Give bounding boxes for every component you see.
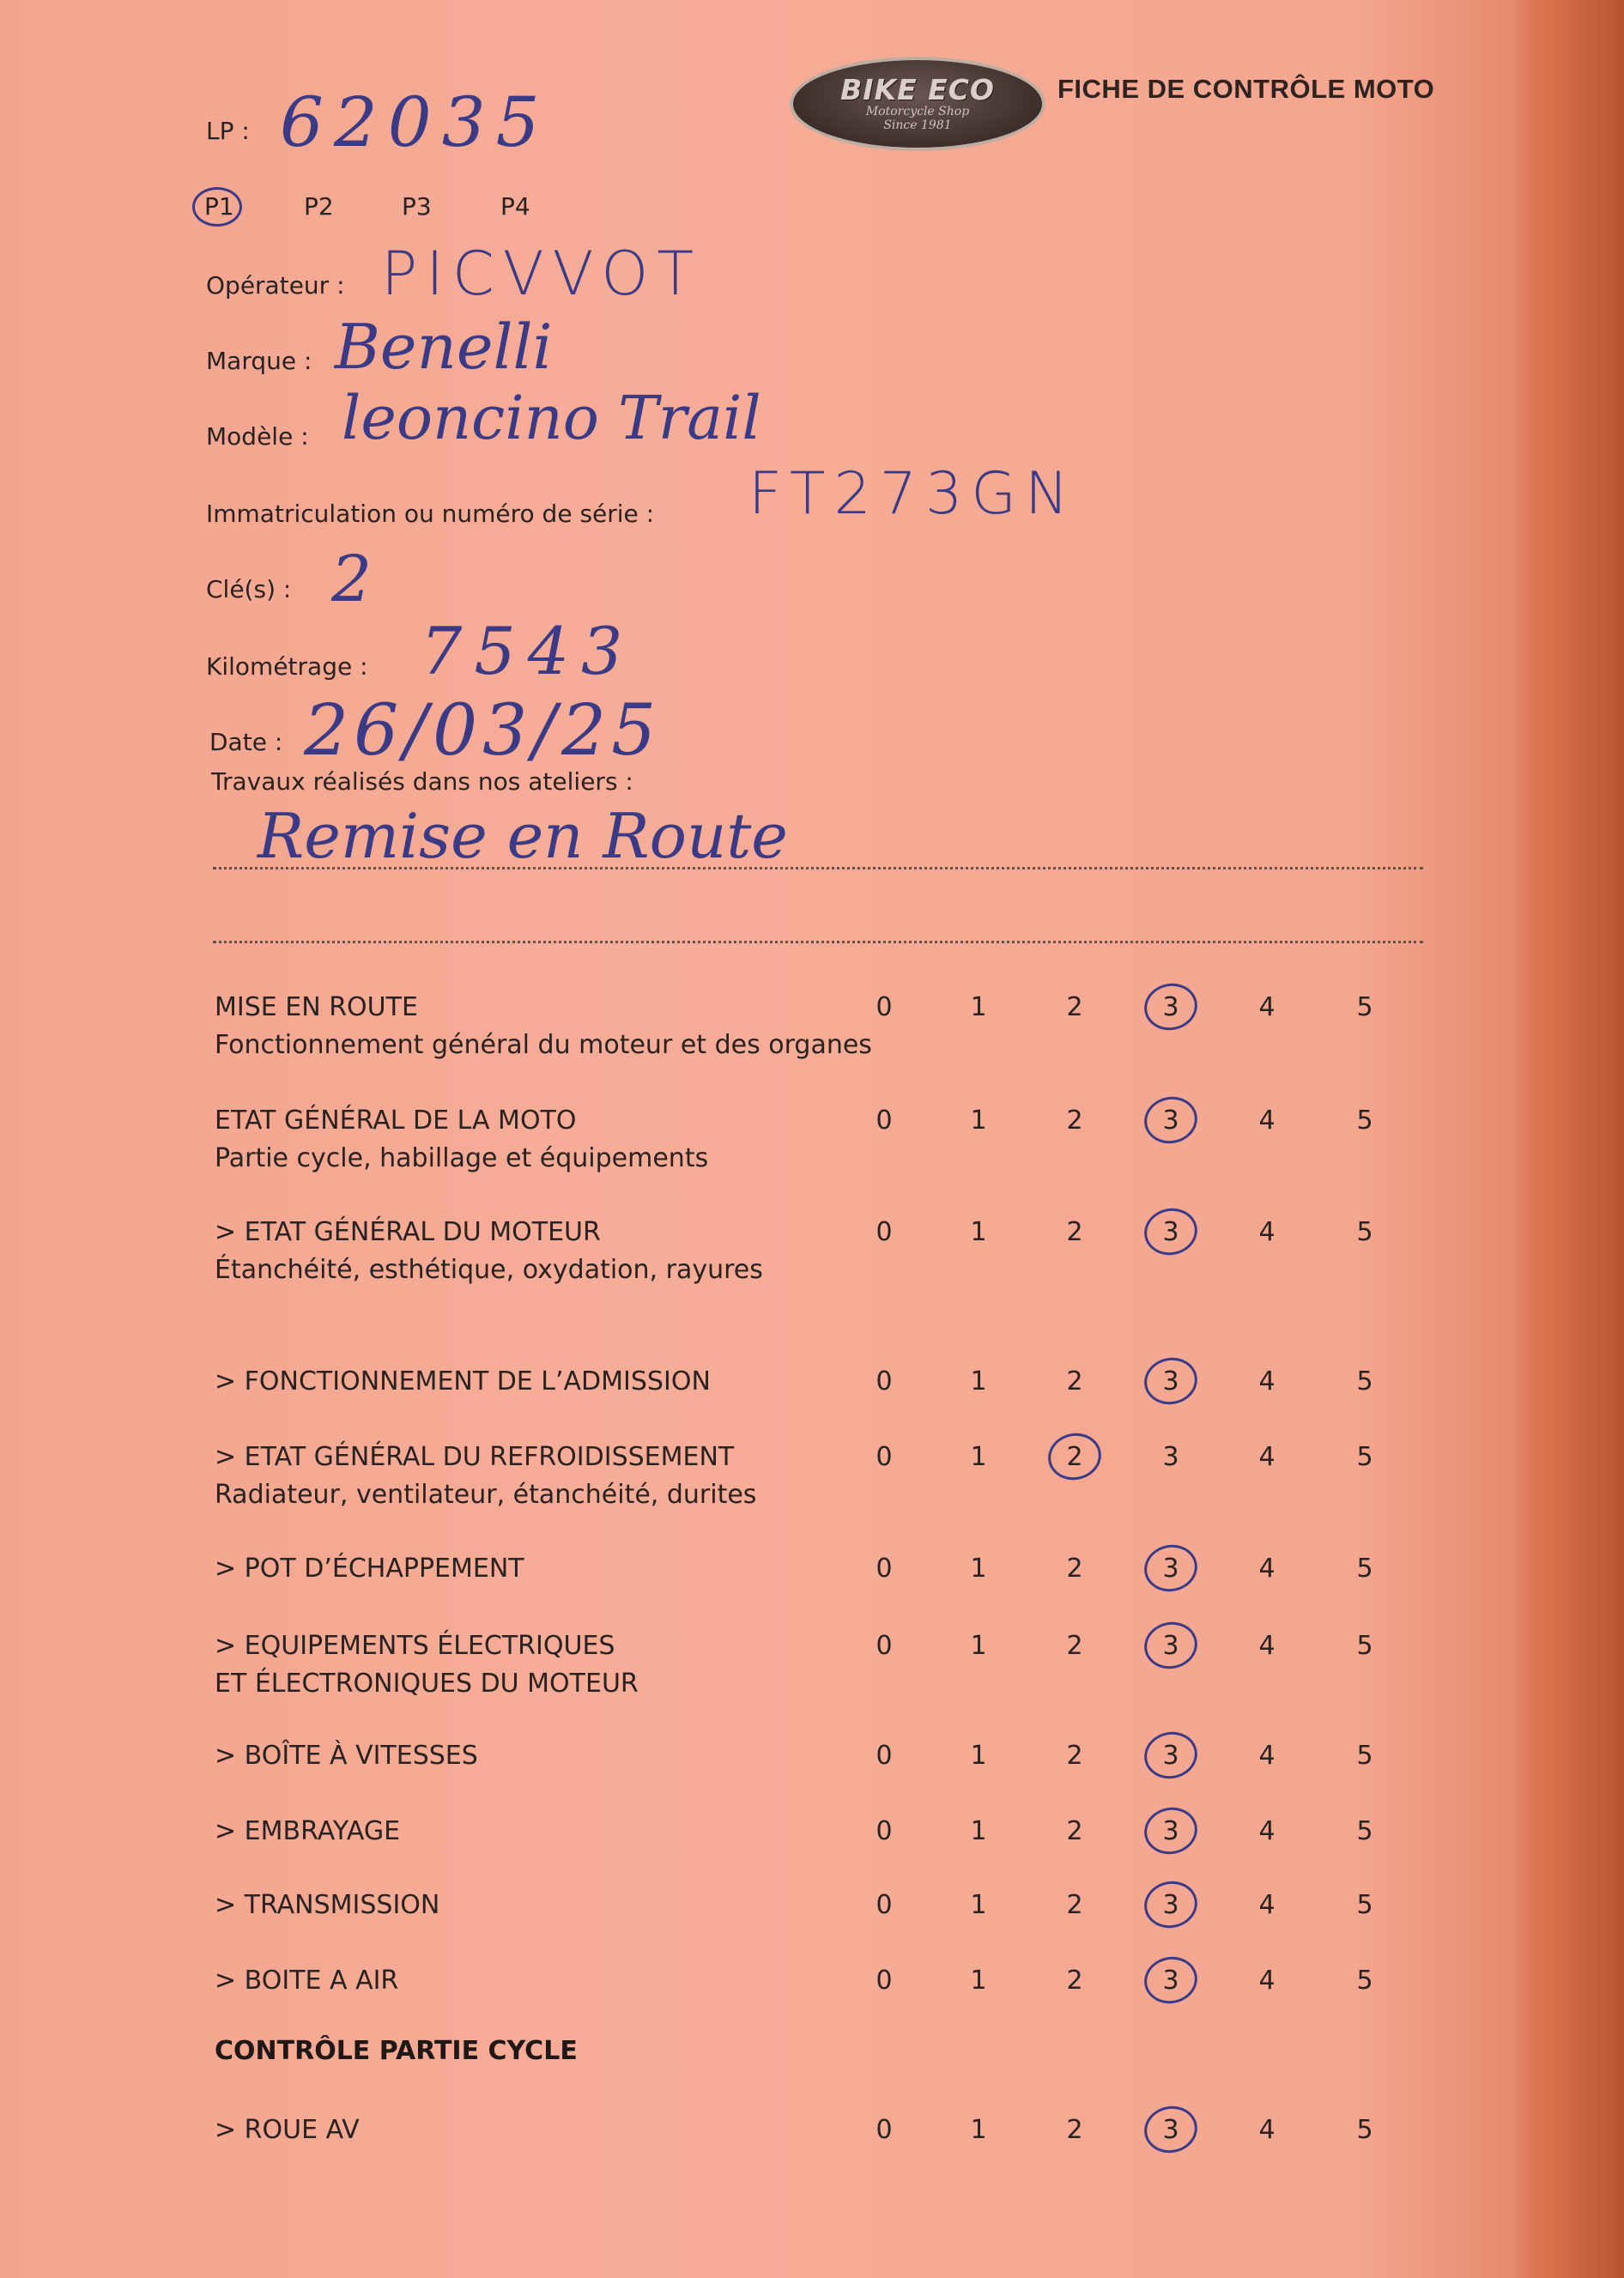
- score-option-1[interactable]: 1: [970, 1890, 987, 1920]
- score-option-5[interactable]: 5: [1356, 1966, 1373, 1996]
- score-option-5[interactable]: 5: [1356, 1741, 1373, 1771]
- score-option-4[interactable]: 4: [1258, 1631, 1276, 1661]
- score-option-1[interactable]: 1: [970, 1554, 987, 1584]
- dotted-line: [213, 867, 1423, 869]
- rating-row-title: > FONCTIONNEMENT DE L’ADMISSION: [215, 1366, 711, 1396]
- score-option-2[interactable]: 2: [1066, 1631, 1083, 1661]
- score-option-3[interactable]: 3: [1162, 2115, 1179, 2145]
- score-option-3[interactable]: 3: [1162, 1741, 1179, 1771]
- score-option-0[interactable]: 0: [876, 1890, 893, 1920]
- rating-row-label: [215, 1813, 400, 1851]
- score-option-0[interactable]: 0: [876, 992, 893, 1022]
- rating-row-label: [215, 1737, 478, 1775]
- score-option-2[interactable]: 2: [1066, 2115, 1083, 2145]
- rating-row-subtitle: Partie cycle, habillage et équipements: [215, 1143, 709, 1173]
- rating-row-label: [215, 1627, 639, 1703]
- date-label: Date :: [209, 728, 283, 756]
- score-option-3[interactable]: 3: [1162, 1554, 1179, 1584]
- score-option-1[interactable]: 1: [970, 2115, 987, 2145]
- score-option-2[interactable]: 2: [1066, 1554, 1083, 1584]
- score-option-4[interactable]: 4: [1258, 1890, 1276, 1920]
- operateur-label: Opérateur :: [206, 271, 345, 300]
- logo-brand-text: BIKE ECO: [840, 73, 995, 106]
- score-option-3[interactable]: 3: [1162, 1966, 1179, 1996]
- score-option-0[interactable]: 0: [876, 1741, 893, 1771]
- p-option: P2: [304, 192, 334, 221]
- marque-label: Marque :: [206, 347, 312, 375]
- score-option-1[interactable]: 1: [970, 1741, 987, 1771]
- score-option-0[interactable]: 0: [876, 1631, 893, 1661]
- rating-row-subtitle: Étanchéité, esthétique, oxydation, rayures: [215, 1255, 763, 1285]
- score-option-4[interactable]: 4: [1258, 1816, 1276, 1846]
- score-option-4[interactable]: 4: [1258, 1554, 1276, 1584]
- score-option-5[interactable]: 5: [1356, 1631, 1373, 1661]
- cles-value: 2: [331, 542, 373, 616]
- kilometrage-label: Kilométrage :: [206, 652, 368, 681]
- score-option-1[interactable]: 1: [970, 992, 987, 1022]
- rating-row-label: [215, 1363, 711, 1401]
- rating-row-label: [215, 1439, 756, 1514]
- score-option-5[interactable]: 5: [1356, 1366, 1373, 1396]
- score-option-5[interactable]: 5: [1356, 1442, 1373, 1472]
- rating-row-title: > ETAT GÉNÉRAL DU MOTEUR: [215, 1217, 601, 1247]
- score-option-3[interactable]: 3: [1162, 1106, 1179, 1136]
- score-option-3[interactable]: 3: [1162, 1890, 1179, 1920]
- rating-row-subtitle: Radiateur, ventilateur, étanchéité, durites: [215, 1480, 757, 1510]
- bike-eco-logo: [790, 57, 1045, 151]
- kilometrage-value: 7543: [421, 613, 635, 689]
- score-option-2[interactable]: 2: [1066, 1741, 1083, 1771]
- rating-row-label: [215, 1102, 708, 1178]
- logo-subtext: Motorcycle Shop: [865, 105, 970, 118]
- score-option-1[interactable]: 1: [970, 1366, 987, 1396]
- score-option-5[interactable]: 5: [1356, 1217, 1373, 1247]
- score-option-3[interactable]: 3: [1162, 992, 1179, 1022]
- date-value: 26/03/25: [304, 690, 662, 772]
- logo-subtext: Since 1981: [883, 118, 952, 132]
- score-option-4[interactable]: 4: [1258, 1106, 1276, 1136]
- score-option-1[interactable]: 1: [970, 1631, 987, 1661]
- score-option-3[interactable]: 3: [1162, 1816, 1179, 1846]
- rating-row-label: [215, 2111, 360, 2149]
- score-option-4[interactable]: 4: [1258, 1741, 1276, 1771]
- rating-row-subtitle: Fonctionnement général du moteur et des organes: [215, 1030, 872, 1060]
- p-option: P4: [500, 192, 530, 221]
- rating-row-label: [215, 989, 872, 1064]
- p-option: P1: [204, 192, 234, 221]
- score-option-2[interactable]: 2: [1066, 1366, 1083, 1396]
- score-option-2[interactable]: 2: [1066, 1442, 1083, 1472]
- marque-value: Benelli: [335, 311, 553, 383]
- rating-row-subtitle: ET ÉLECTRONIQUES DU MOTEUR: [215, 1669, 639, 1699]
- score-option-5[interactable]: 5: [1356, 992, 1373, 1022]
- score-option-0[interactable]: 0: [876, 1442, 893, 1472]
- score-option-0[interactable]: 0: [876, 1217, 893, 1247]
- rating-row-title: > BOÎTE À VITESSES: [215, 1741, 478, 1771]
- lp-label: LP :: [206, 117, 250, 145]
- score-option-0[interactable]: 0: [876, 1106, 893, 1136]
- score-option-1[interactable]: 1: [970, 1106, 987, 1136]
- score-option-0[interactable]: 0: [876, 1554, 893, 1584]
- rating-row-title: > ETAT GÉNÉRAL DU REFROIDISSEMENT: [215, 1442, 735, 1472]
- modele-label: Modèle :: [206, 422, 309, 451]
- score-option-4[interactable]: 4: [1258, 1966, 1276, 1996]
- score-option-3[interactable]: 3: [1162, 1631, 1179, 1661]
- lp-value: 62035: [280, 82, 550, 162]
- score-option-5[interactable]: 5: [1356, 1890, 1373, 1920]
- rating-row-label: [215, 1550, 524, 1588]
- immatriculation-label: Immatriculation ou numéro de série :: [206, 500, 655, 528]
- rating-row-label: [215, 1214, 763, 1289]
- score-option-3[interactable]: 3: [1162, 1442, 1179, 1472]
- rating-row-title: > POT D’ÉCHAPPEMENT: [215, 1554, 524, 1584]
- score-option-4[interactable]: 4: [1258, 1217, 1276, 1247]
- dotted-line: [213, 941, 1423, 943]
- operateur-value: PICVVOT: [381, 239, 703, 309]
- rating-row-title: ETAT GÉNÉRAL DE LA MOTO: [215, 1106, 577, 1136]
- score-option-5[interactable]: 5: [1356, 1554, 1373, 1584]
- document-title: FICHE DE CONTRÔLE MOTO: [1057, 74, 1435, 104]
- score-option-2[interactable]: 2: [1066, 992, 1083, 1022]
- score-option-3[interactable]: 3: [1162, 1217, 1179, 1247]
- score-option-4[interactable]: 4: [1258, 992, 1276, 1022]
- score-option-2[interactable]: 2: [1066, 1217, 1083, 1247]
- rating-row-title: > TRANSMISSION: [215, 1890, 440, 1920]
- score-option-5[interactable]: 5: [1356, 1816, 1373, 1846]
- score-option-3[interactable]: 3: [1162, 1366, 1179, 1396]
- score-option-1[interactable]: 1: [970, 1217, 987, 1247]
- travaux-label: Travaux réalisés dans nos ateliers :: [211, 767, 633, 796]
- score-option-4[interactable]: 4: [1258, 1442, 1276, 1472]
- rating-row-title: MISE EN ROUTE: [215, 992, 418, 1022]
- score-option-2[interactable]: 2: [1066, 1890, 1083, 1920]
- score-option-1[interactable]: 1: [970, 1816, 987, 1846]
- rating-row-label: [215, 1962, 398, 2000]
- score-option-1[interactable]: 1: [970, 1442, 987, 1472]
- score-option-0[interactable]: 0: [876, 1966, 893, 1996]
- rating-row-title: > EQUIPEMENTS ÉLECTRIQUES: [215, 1631, 615, 1661]
- score-option-0[interactable]: 0: [876, 1816, 893, 1846]
- score-option-2[interactable]: 2: [1066, 1106, 1083, 1136]
- paper-folded-edge: [1511, 0, 1624, 2278]
- travaux-value: Remise en Route: [258, 800, 788, 872]
- p-option: P3: [402, 192, 432, 221]
- score-option-1[interactable]: 1: [970, 1966, 987, 1996]
- score-option-4[interactable]: 4: [1258, 1366, 1276, 1396]
- modele-value: leoncino Trail: [342, 383, 761, 453]
- rating-row-title: > BOITE A AIR: [215, 1966, 399, 1996]
- score-option-2[interactable]: 2: [1066, 1966, 1083, 1996]
- section-title-partie-cycle: CONTRÔLE PARTIE CYCLE: [215, 2036, 578, 2066]
- rating-row-label: [215, 1887, 439, 1924]
- score-option-5[interactable]: 5: [1356, 2115, 1373, 2145]
- score-option-5[interactable]: 5: [1356, 1106, 1373, 1136]
- score-option-0[interactable]: 0: [876, 2115, 893, 2145]
- rating-row-title: > ROUE AV: [215, 2115, 360, 2145]
- score-option-2[interactable]: 2: [1066, 1816, 1083, 1846]
- immatriculation-value: FT273GN: [748, 460, 1077, 528]
- cles-label: Clé(s) :: [206, 575, 292, 603]
- score-option-4[interactable]: 4: [1258, 2115, 1276, 2145]
- score-option-0[interactable]: 0: [876, 1366, 893, 1396]
- rating-row-title: > EMBRAYAGE: [215, 1816, 401, 1846]
